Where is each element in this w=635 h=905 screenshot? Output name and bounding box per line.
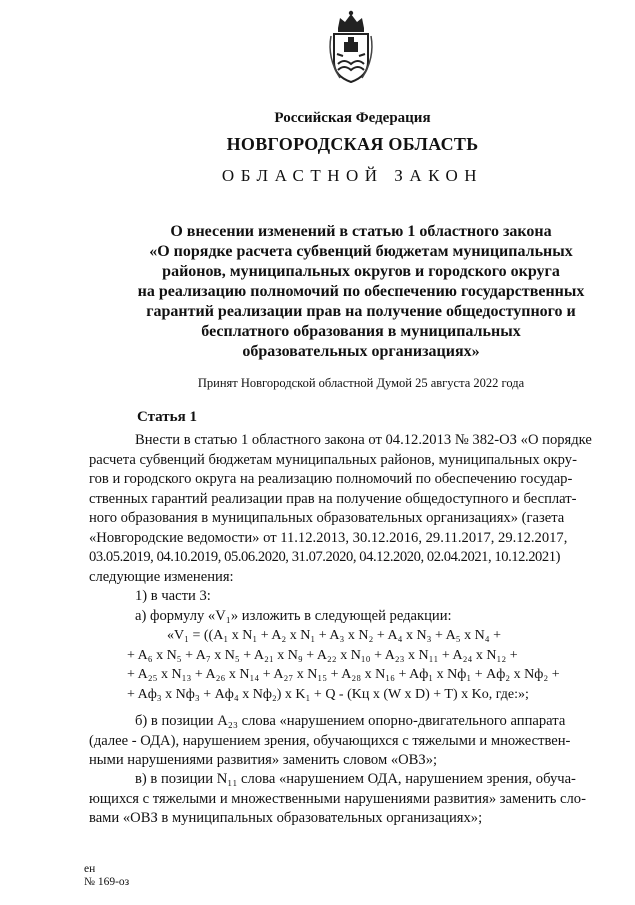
item-b: [89, 712, 598, 771]
formula-line: + A₂₅ x N₁₃ + A₂₆ x N₁₄ + A₂₇ x N₁₅ + A₂₈ x N₁₆ + Aф₁ x Nф₁ + Aф₂ x Nф₂ +: [127, 667, 560, 682]
title-line: О внесении изменений в статью 1 областного закона: [170, 223, 552, 240]
article-paragraph-1: [89, 431, 598, 626]
document-type-heading: ОБЛАСТНОЙ ЗАКОН: [221, 166, 484, 185]
paragraph-line: Внести в статью 1 областного закона от 04.12.2013 № 382-ОЗ «О порядке: [135, 432, 592, 448]
item-c-line: ющихся с тяжелыми и множественными нарушениями развития» заменить сло-: [89, 790, 586, 807]
federation-heading: Российская Федерация: [274, 110, 431, 126]
title-line: районов, муниципальных округов и городского округа: [162, 263, 560, 280]
paragraph-line: ного образования в муниципальных образовательных организациях» (газета: [89, 510, 565, 526]
document-footer: [84, 863, 129, 889]
item-c: [89, 770, 598, 829]
title-line: образовательных организациях»: [242, 343, 480, 360]
title-line: гарантий реализации прав на получение общедоступного и: [146, 303, 576, 320]
item-1: 1) в части 3:: [135, 588, 211, 604]
law-title: [96, 222, 626, 362]
region-heading: НОВГОРОДСКАЯ ОБЛАСТЬ: [226, 134, 479, 154]
paragraph-line: расчета субвенций бюджетам муниципальных районов, муниципальных окру-: [89, 451, 577, 468]
formula-line: + Aф₃ x Nф₃ + Aф₄ x Nф₂) x K₁ + Q - (Kц x (W x D) + T) x Kо, где:»;: [127, 686, 529, 702]
adoption-note: Принят Новгородской областной Думой 25 августа 2022 года: [197, 376, 525, 390]
item-c-line: вами «ОВЗ в муниципальных образовательных организациях»;: [89, 810, 483, 826]
law-number: № 169-оз: [84, 876, 130, 888]
item-c-line: в) в позиции N₁₁ слова «нарушением ОДА, нарушением зрения, обуча-: [135, 771, 576, 787]
item-b-line: ными нарушениями развития» заменить словом «ОВЗ»;: [89, 752, 438, 768]
footer-initials: ен: [84, 863, 96, 875]
title-line: бесплатного образования в муниципальных: [201, 323, 521, 340]
paragraph-line: 03.05.2019, 04.10.2019, 05.06.2020, 31.07.2020, 04.12.2020, 02.04.2021, 10.12.2021): [89, 549, 560, 565]
coat-of-arms-icon: [326, 6, 376, 86]
article-heading: Статья 1: [137, 409, 197, 425]
paragraph-line: гов и городского округа на реализацию полномочий по обеспечению государ-: [89, 471, 573, 487]
paragraph-line: ственных гарантий реализации прав на получение общедоступного и бесплат-: [89, 490, 577, 507]
title-line: на реализацию полномочий по обеспечению государственных: [137, 283, 585, 300]
paragraph-line: следующие изменения:: [89, 568, 234, 585]
item-b-line: (далее - ОДА), нарушением зрения, обучающихся с тяжелыми и множествен-: [89, 732, 571, 749]
item-a: а) формулу «V₁» изложить в следующей редакции:: [135, 607, 452, 624]
formula-block: [89, 626, 598, 704]
formula-line: + A₆ x N₅ + A₇ x N₅ + A₂₁ x N₉ + A₂₂ x N₁₀ + A₂₃ x N₁₁ + A₂₄ x N₁₂ +: [127, 647, 518, 663]
formula-line: «V₁ = ((A₁ x N₁ + A₂ x N₁ + A₃ x N₂ + A₄ x N₃ + A₅ x N₄ +: [167, 628, 502, 643]
title-line: «О порядке расчета субвенций бюджетам муниципальных: [149, 243, 573, 260]
paragraph-line: «Новгородские ведомости» от 11.12.2013, 30.12.2016, 29.11.2017, 29.12.2017,: [89, 529, 568, 546]
item-b-line: б) в позиции A₂₃ слова «нарушением опорно-двигательного аппарата: [135, 713, 566, 729]
